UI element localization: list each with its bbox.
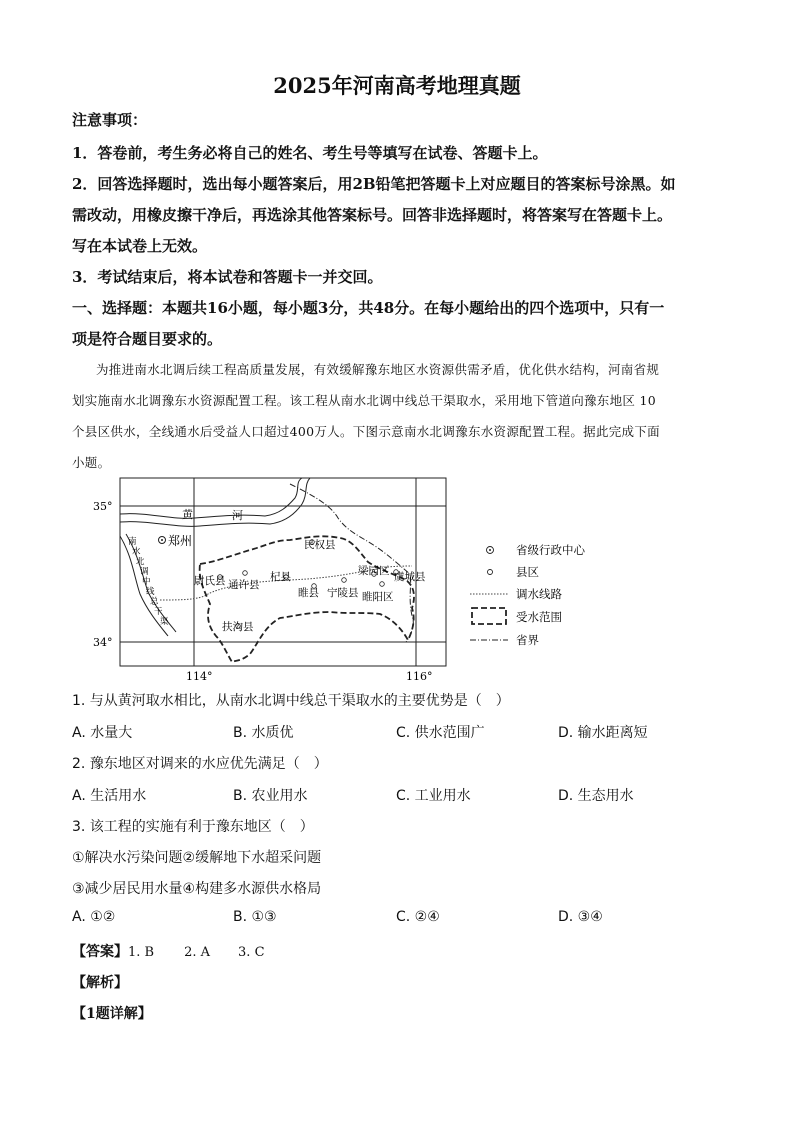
canal-label-char: 北	[136, 557, 145, 567]
q2-option-a[interactable]: A. 生活用水	[72, 788, 147, 804]
minquan-label: 民权县	[304, 539, 336, 551]
canal-label-char: 调	[140, 567, 149, 577]
suiyang-marker	[380, 582, 385, 587]
answer-2: 2. A	[184, 945, 211, 960]
legend-route-label: 调水线路	[516, 587, 562, 601]
q1-option-d[interactable]: D. 输水距离短	[558, 725, 648, 741]
provincial-border	[290, 484, 413, 642]
tongxu-label: 通许县	[228, 579, 260, 591]
question-3-statements-2: ③减少居民用水量④构建多水源供水格局	[72, 881, 322, 897]
canal-label-char: 南	[128, 537, 137, 547]
liangyuan-label: 梁园区	[358, 565, 390, 577]
answer-label: 【答案】	[72, 944, 128, 960]
ningling-label: 宁陵县	[327, 587, 359, 599]
notice-item-1: 1．答卷前，考生务必将自己的姓名、考生号等填写在试卷、答题卡上。	[72, 144, 548, 162]
q3-option-a[interactable]: A. ①②	[72, 909, 116, 925]
q3-option-b[interactable]: B. ①③	[233, 909, 277, 925]
section-heading-line-1: 一、选择题：本题共16小题，每小题3分，共48分。在每小题给出的四个选项中，只有一	[72, 299, 665, 317]
legend-county-label: 县区	[516, 565, 539, 579]
q3-option-c[interactable]: C. ②④	[396, 909, 440, 925]
weishi-label: 尉氏县	[194, 575, 226, 587]
canal-label-char: 水	[132, 547, 141, 557]
q2-option-b[interactable]: B. 农业用水	[233, 788, 308, 804]
answer-3: 3. C	[238, 945, 265, 960]
yellow-river-north-bank	[120, 478, 302, 518]
legend-capital-label: 省级行政中心	[516, 543, 585, 557]
lon-116-label: 116°	[406, 670, 433, 683]
river-label-huang: 黄	[182, 508, 193, 521]
map-legend	[470, 543, 585, 647]
passage-line-4: 小题。	[72, 455, 111, 470]
question-3-stem: 3. 该工程的实施有利于豫东地区（ ）	[72, 819, 314, 835]
legend-county-icon	[488, 570, 493, 575]
ningling-marker	[342, 578, 347, 583]
passage-line-2: 划实施南水北调豫东水资源配置工程。该工程从南水北调中线总干渠取水，采用地下管道向豫东地区 10	[72, 393, 656, 408]
section-heading-line-2: 项是符合题目要求的。	[72, 330, 223, 348]
q2-option-c[interactable]: C. 工业用水	[396, 788, 471, 804]
lat-35-label: 35°	[93, 500, 113, 513]
lon-114-label: 114°	[186, 670, 213, 683]
legend-border-label: 省界	[516, 633, 539, 647]
answer-1: 1. B	[128, 945, 155, 960]
detail-1-heading: 【1题详解】	[72, 1006, 152, 1022]
canal-label	[128, 536, 169, 627]
legend-area-icon	[472, 608, 506, 624]
notice-item-2-line-2: 需改动，用橡皮擦干净后，再选涂其他答案标号。回答非选择题时，将答案写在答题卡上。	[72, 206, 673, 224]
q1-option-b[interactable]: B. 水质优	[233, 725, 294, 741]
river-label-he: 河	[232, 509, 243, 522]
analysis-heading: 【解析】	[72, 975, 128, 991]
canal-label-char: 干	[154, 607, 163, 617]
canal-label-char: 渠	[160, 617, 169, 627]
yellow-river-south-bank	[120, 478, 310, 526]
canal-label-char: 线	[146, 587, 155, 597]
yucheng-label: 虞城县	[394, 571, 426, 583]
passage-line-3: 个县区供水，全线通水后受益人口超过400万人。下图示意南水北调豫东水资源配置工程。据此完成下面	[72, 424, 660, 439]
tongxu-marker	[243, 571, 248, 576]
notice-item-2-line-1: 2．回答选择题时，选出每小题答案后，用2B铅笔把答题卡上对应题目的答案标号涂黑。如	[72, 175, 676, 193]
canal-label-char: 总	[150, 597, 159, 607]
fugou-label: 扶沟县	[222, 621, 254, 633]
suixian-label: 睢县	[298, 587, 319, 599]
notice-item-3: 3．考试结束后，将本试卷和答题卡一并交回。	[72, 268, 383, 286]
legend-area-label: 受水范围	[516, 610, 562, 624]
water-project-map	[90, 476, 590, 683]
passage-line-1: 为推进南水北调后续工程高质量发展，有效缓解豫东地区水资源供需矛盾，优化供水结构，河南省规	[96, 362, 660, 377]
question-3-statements-1: ①解决水污染问题②缓解地下水超采问题	[72, 850, 322, 866]
qixian-label: 杞县	[270, 571, 291, 583]
question-1-stem: 1. 与从黄河取水相比，从南水北调中线总干渠取水的主要优势是（ ）	[72, 693, 510, 709]
question-2-stem: 2. 豫东地区对调来的水应优先满足（ ）	[72, 756, 328, 772]
notice-heading: 注意事项：	[72, 111, 148, 129]
notice-item-2-line-3: 写在本试卷上无效。	[72, 237, 208, 255]
lat-34-label: 34°	[93, 636, 113, 649]
q3-option-d[interactable]: D. ③④	[558, 909, 603, 925]
canal-label-char: 中	[142, 577, 151, 587]
q1-option-a[interactable]: A. 水量大	[72, 725, 133, 741]
page-title: 2025年河南高考地理真题	[273, 73, 521, 98]
answer-row	[72, 941, 265, 961]
zhengzhou-label: 郑州	[168, 534, 193, 548]
q2-option-d[interactable]: D. 生态用水	[558, 788, 634, 804]
q1-option-c[interactable]: C. 供水范围广	[396, 725, 485, 741]
suiyang-label: 睢阳区	[362, 591, 394, 603]
